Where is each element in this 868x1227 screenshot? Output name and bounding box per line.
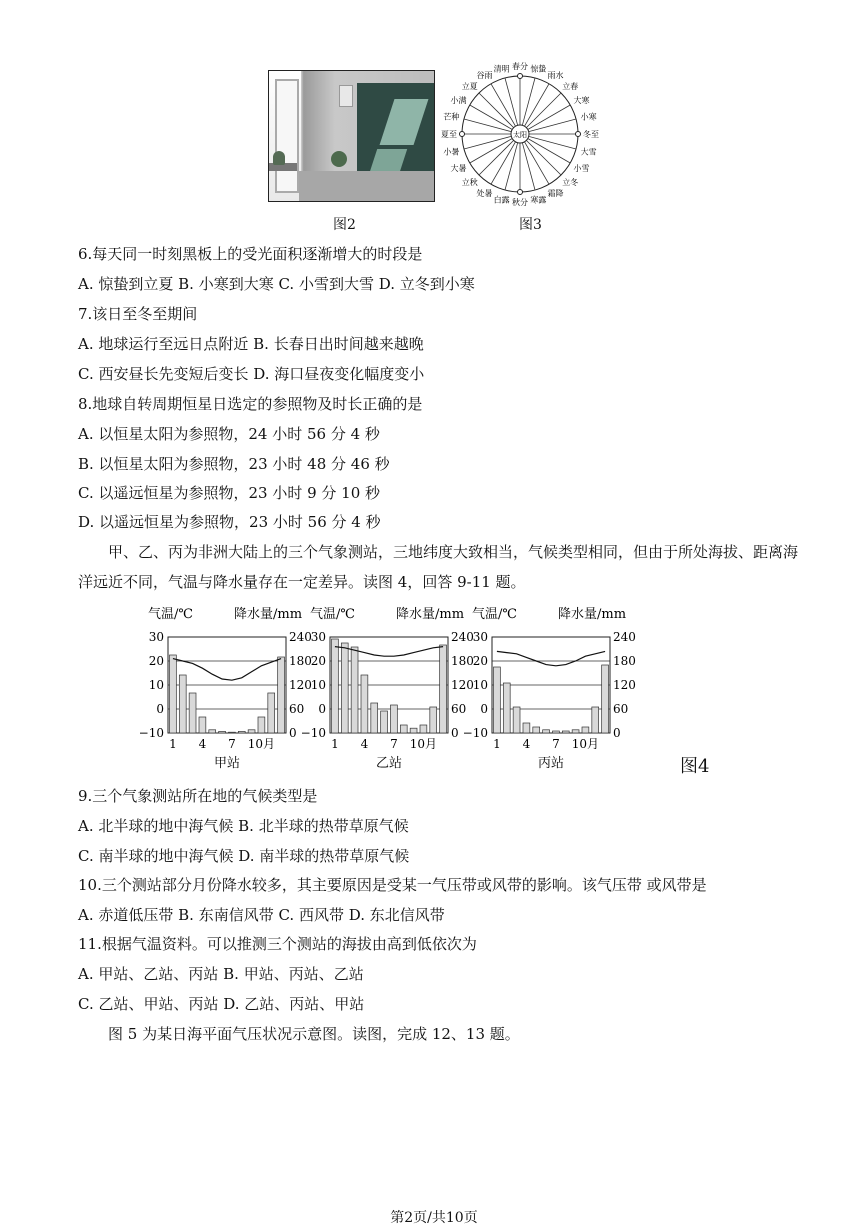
temp-tick-label: 10 (148, 678, 164, 692)
precip-bar (420, 725, 427, 733)
temp-tick-label: 20 (472, 654, 488, 668)
temp-tick-label: 10 (472, 678, 488, 692)
term-spoke (479, 93, 514, 128)
term-label: 立秋 (461, 178, 478, 188)
term-label: 清明 (493, 64, 510, 74)
temp-tick-label: 20 (310, 654, 326, 668)
question-10-options: A. 赤道低压带 B. 东南信风带 C. 西风带 D. 东北信风带 (78, 906, 445, 924)
question-10: 10.三个测站部分月份降水较多，其主要原因是受某一气压带或风带的影响。该气压带 或风带是 (78, 876, 707, 894)
precip-bar (248, 730, 255, 733)
precip-tick-label: 60 (289, 702, 305, 716)
question-6-options: A. 惊蛰到立夏 B. 小寒到大寒 C. 小雪到大雪 D. 立冬到小寒 (78, 275, 475, 293)
precip-tick-label: 120 (289, 678, 312, 692)
question-8-option-a: A. 以恒星太阳为参照物，24 小时 56 分 4 秒 (78, 425, 380, 443)
intro-9-11: 甲、乙、丙为非洲大陆上的三个气象测站，三地纬度大致相当，气候类型相同，但由于所处海拔、距离海洋远近不同，气温与降水量存在一定差异。读图 4，回答 9-11 题。 (78, 543, 799, 591)
precip-axis-label: 降水量/mm (558, 607, 627, 622)
month-tick-label: 4 (198, 737, 207, 751)
temp-tick-label: −10 (138, 726, 164, 740)
question-8-option-d: D. 以遥远恒星为参照物，23 小时 56 分 4 秒 (78, 513, 381, 531)
precip-bar (543, 730, 550, 733)
question-9: 9.三个气象测站所在地的气候类型是 (78, 787, 318, 805)
question-9-options-cd: C. 南半球的地中海气候 D. 南半球的热带草原气候 (78, 847, 410, 865)
precip-tick-label: 120 (613, 678, 636, 692)
term-label: 芒种 (443, 112, 460, 122)
precip-bar (371, 703, 378, 733)
precip-bar (562, 731, 569, 733)
precip-bar (582, 727, 589, 733)
question-11: 11.根据气温资料。可以推测三个测站的海拔由高到低依次为 (78, 935, 477, 953)
question-7: 7.该日至冬至期间 (78, 305, 198, 323)
solar-terms-diagram (440, 62, 610, 212)
question-11-options-ab: A. 甲站、乙站、丙站 B. 甲站、丙站、乙站 (78, 965, 364, 983)
term-label: 春分 (512, 62, 528, 71)
precip-bar (179, 675, 186, 733)
precip-bar (494, 667, 501, 733)
temp-axis-label: 气温/℃ (310, 607, 355, 622)
precip-tick-label: 180 (451, 654, 474, 668)
term-label: 立夏 (461, 81, 478, 91)
temp-axis-label: 气温/℃ (148, 607, 193, 622)
precip-bar (351, 647, 358, 733)
term-label: 小暑 (443, 147, 460, 157)
temp-tick-label: 30 (472, 630, 488, 644)
month-tick-label: 7 (228, 737, 236, 751)
precip-bar (189, 693, 196, 733)
term-label: 大寒 (573, 96, 590, 105)
question-8: 8.地球自转周期恒星日选定的参照物及时长正确的是 (78, 395, 423, 413)
month-tick-label: 1 (169, 737, 177, 751)
month-tick-label: 7 (390, 737, 398, 751)
term-label: 秋分 (512, 198, 528, 207)
precip-bar (332, 639, 339, 733)
station-name: 乙站 (375, 756, 403, 771)
classroom-photo (268, 70, 435, 202)
precip-axis-label: 降水量/mm (396, 607, 465, 622)
term-marker (576, 132, 581, 137)
figure-4-caption: 图4 (680, 756, 710, 777)
temp-tick-label: 0 (480, 702, 488, 716)
station-name: 甲站 (213, 756, 241, 771)
month-tick-label: 4 (360, 737, 369, 751)
precip-tick-label: 0 (613, 726, 621, 740)
term-label: 谷雨 (476, 71, 493, 81)
temperature-curve (173, 659, 281, 681)
term-label: 霜降 (547, 188, 564, 198)
precip-bar (199, 717, 206, 733)
question-8-option-b: B. 以恒星太阳为参照物，23 小时 48 分 46 秒 (78, 455, 390, 473)
precip-bar (258, 717, 265, 733)
page-footer: 第2页/共10页 (390, 1210, 478, 1226)
figure-3-caption: 图3 (519, 217, 542, 233)
precip-tick-label: 240 (289, 630, 312, 644)
precip-tick-label: 240 (451, 630, 474, 644)
temp-tick-label: 0 (156, 702, 164, 716)
temp-tick-label: 0 (318, 702, 326, 716)
station-name: 丙站 (537, 756, 565, 771)
precip-bar (381, 711, 388, 733)
month-tick-label: 10月 (571, 737, 600, 751)
term-label: 立春 (562, 81, 579, 91)
month-tick-label: 4 (522, 737, 531, 751)
precip-bar (572, 730, 579, 733)
intro-12-13: 图 5 为某日海平面气压状况示意图。读图，完成 12、13 题。 (108, 1025, 520, 1043)
question-11-options-cd: C. 乙站、甲站、丙站 D. 乙站、丙站、甲站 (78, 995, 365, 1013)
precip-tick-label: 180 (613, 654, 636, 668)
temp-tick-label: −10 (462, 726, 488, 740)
precip-tick-label: 180 (289, 654, 312, 668)
term-label: 冬至 (583, 130, 599, 139)
month-tick-label: 1 (493, 737, 501, 751)
precip-bar (341, 643, 348, 733)
precip-bar (513, 707, 520, 733)
figure-2-caption: 图2 (333, 217, 356, 233)
term-label: 立冬 (562, 178, 579, 188)
term-marker (460, 132, 465, 137)
term-label: 白露 (493, 195, 510, 205)
sun-label: 太阳 (513, 131, 527, 139)
term-label: 惊蛰 (530, 64, 547, 74)
question-6: 6.每天同一时刻黑板上的受光面积逐渐增大的时段是 (78, 245, 423, 263)
term-label: 夏至 (441, 130, 457, 139)
question-9-options-ab: A. 北半球的地中海气候 B. 北半球的热带草原气候 (78, 817, 409, 835)
question-8-option-c: C. 以遥远恒星为参照物，23 小时 9 分 10 秒 (78, 484, 381, 502)
precip-axis-label: 降水量/mm (234, 607, 303, 622)
question-7-options-cd: C. 西安昼长先变短后变长 D. 海口昼夜变化幅度变小 (78, 365, 425, 383)
term-spoke (479, 140, 514, 175)
precip-bar (238, 731, 245, 733)
precip-bar (400, 725, 407, 733)
precip-bar (410, 728, 417, 733)
question-7-options-ab: A. 地球运行至远日点附近 B. 长春日出时间越来越晚 (78, 335, 424, 353)
term-label: 雨水 (547, 71, 564, 81)
term-label: 处暑 (476, 188, 493, 198)
precip-tick-label: 60 (613, 702, 629, 716)
month-tick-label: 7 (552, 737, 560, 751)
term-marker (518, 74, 523, 79)
precip-bar (440, 645, 447, 733)
temperature-curve (497, 651, 605, 665)
temp-tick-label: 30 (148, 630, 164, 644)
precip-tick-label: 120 (451, 678, 474, 692)
precip-bar (533, 727, 540, 733)
precip-bar (219, 731, 226, 733)
month-tick-label: 10月 (247, 737, 276, 751)
precip-bar (553, 731, 560, 733)
term-spoke (526, 93, 561, 128)
term-label: 寒露 (530, 195, 547, 205)
month-tick-label: 10月 (409, 737, 438, 751)
temp-axis-label: 气温/℃ (472, 607, 517, 622)
temp-tick-label: 30 (310, 630, 326, 644)
temp-tick-label: 10 (310, 678, 326, 692)
precip-tick-label: 0 (451, 726, 459, 740)
precip-bar (361, 675, 368, 733)
climate-charts (130, 600, 730, 778)
precip-bar (268, 693, 275, 733)
term-label: 小满 (450, 96, 467, 105)
temp-tick-label: 20 (148, 654, 164, 668)
precip-tick-label: 240 (613, 630, 636, 644)
precip-bar (209, 730, 216, 733)
term-marker (518, 190, 523, 195)
term-spoke (526, 140, 561, 175)
precip-bar (278, 657, 285, 733)
precip-bar (391, 705, 398, 733)
temp-tick-label: −10 (300, 726, 326, 740)
precip-bar (602, 665, 609, 733)
precip-bar (592, 707, 599, 733)
precip-tick-label: 0 (289, 726, 297, 740)
term-label: 小寒 (580, 112, 597, 122)
precip-bar (170, 655, 177, 733)
term-label: 小雪 (573, 164, 590, 173)
precip-bar (503, 683, 510, 733)
precip-bar (229, 732, 236, 733)
month-tick-label: 1 (331, 737, 339, 751)
precip-bar (430, 707, 437, 733)
precip-bar (523, 723, 530, 733)
precip-tick-label: 60 (451, 702, 467, 716)
term-label: 大暑 (450, 164, 467, 173)
term-label: 大雪 (580, 147, 597, 157)
